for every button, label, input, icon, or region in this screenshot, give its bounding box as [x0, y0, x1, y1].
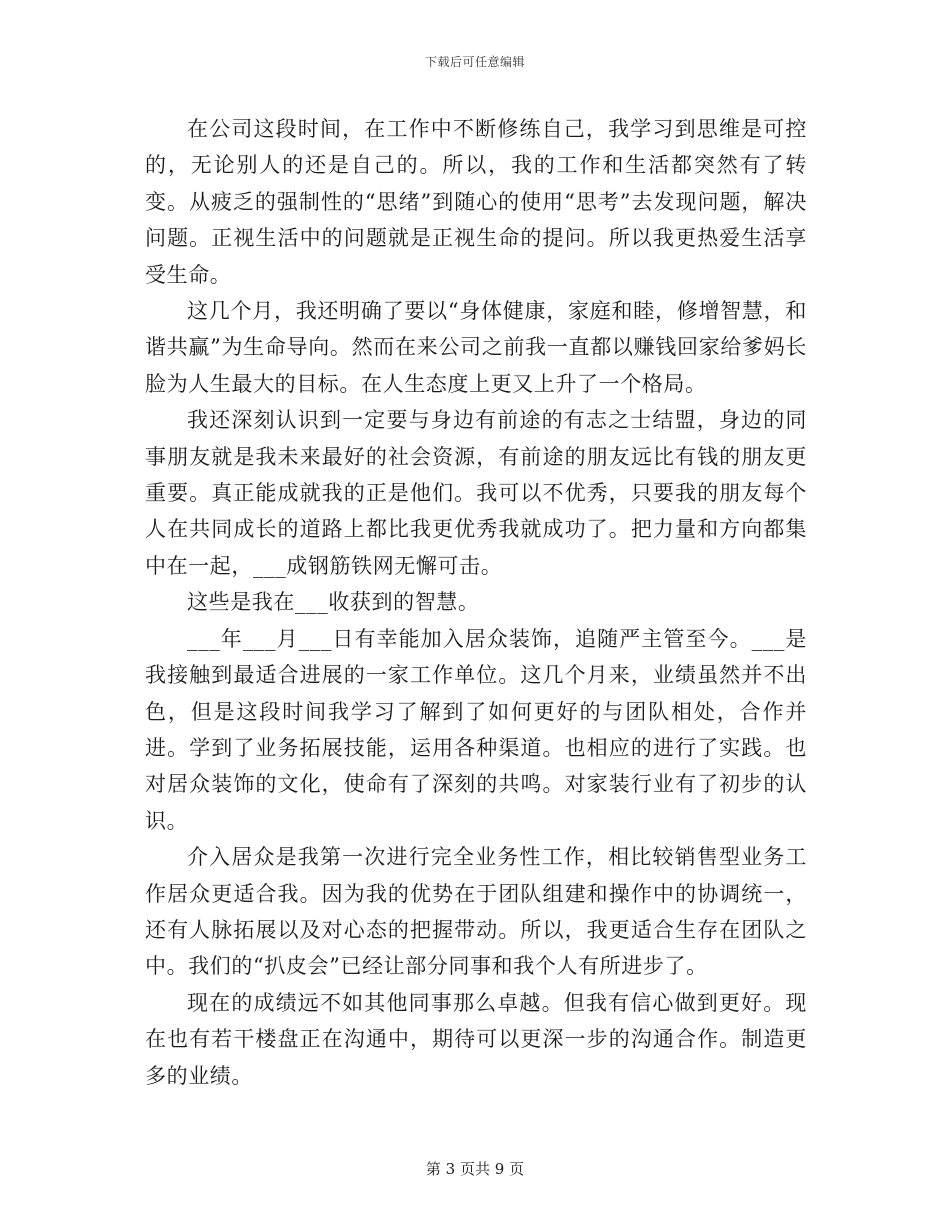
paragraph-6: 介入居众是我第一次进行完全业务性工作，相比较销售型业务工作居众更适合我。因为我的优势在于团队组建和操作中的协调统一，还有人脉拓展以及对心态的把握带动。所以，我更适合生存在团队之中。我们的“扒皮会”已经让部分同事和我个人有所进步了。 — [145, 845, 807, 979]
page-number-footer: 第 3 页共 9 页 — [425, 1160, 525, 1178]
document-body — [145, 111, 807, 1094]
paragraph-2: 这几个月，我还明确了要以“身体健康，家庭和睦，修增智慧，和谐共赢”为生命导向。然而在来公司之前我一直都以赚钱回家给爹妈长脸为人生最大的目标。在人生态度上更又上升了一个格局。 — [145, 299, 807, 396]
page-header-note: 下载后可任意编辑 — [424, 55, 525, 69]
paragraph-1: 在公司这段时间，在工作中不断修练自己，我学习到思维是可控的，无论别人的还是自己的。所以，我的工作和生活都突然有了转变。从疲乏的强制性的“思绪”到随心的使用“思考”去发现问题，解决问题。正视生活中的问题就是正视生命的提问。所以我更热爱生活享受生命。 — [145, 117, 807, 287]
paragraph-7: 现在的成绩远不如其他同事那么卓越。但我有信心做到更好。现在也有若干楼盘正在沟通中，期待可以更深一步的沟通合作。制造更多的业绩。 — [145, 990, 807, 1088]
paragraph-5: ___年___月___日有幸能加入居众装饰，追随严主管至今。___是我接触到最适合进展的一家工作单位。这几个月来，业绩虽然并不出色，但是这段时间我学习了解到了如何更好的与团队相处，合作并进。学到了业务拓展技能，运用各种渠道。也相应的进行了实践。也对居众装饰的文化，使命有了深刻的共鸣。对家装行业有了初步的认识。 — [145, 626, 807, 833]
paragraph-3: 我还深刻认识到一定要与身边有前途的有志之士结盟，身边的同事朋友就是我未来最好的社会资源，有前途的朋友远比有钱的朋友更重要。真正能成就我的正是他们。我可以不优秀，只要我的朋友每个人在共同成长的道路上都比我更优秀我就成功了。把力量和方向都集中在一起，___成钢筋铁网无懈可击。 — [145, 408, 807, 578]
paragraph-4: 这些是我在___收获到的智慧。 — [187, 590, 480, 615]
